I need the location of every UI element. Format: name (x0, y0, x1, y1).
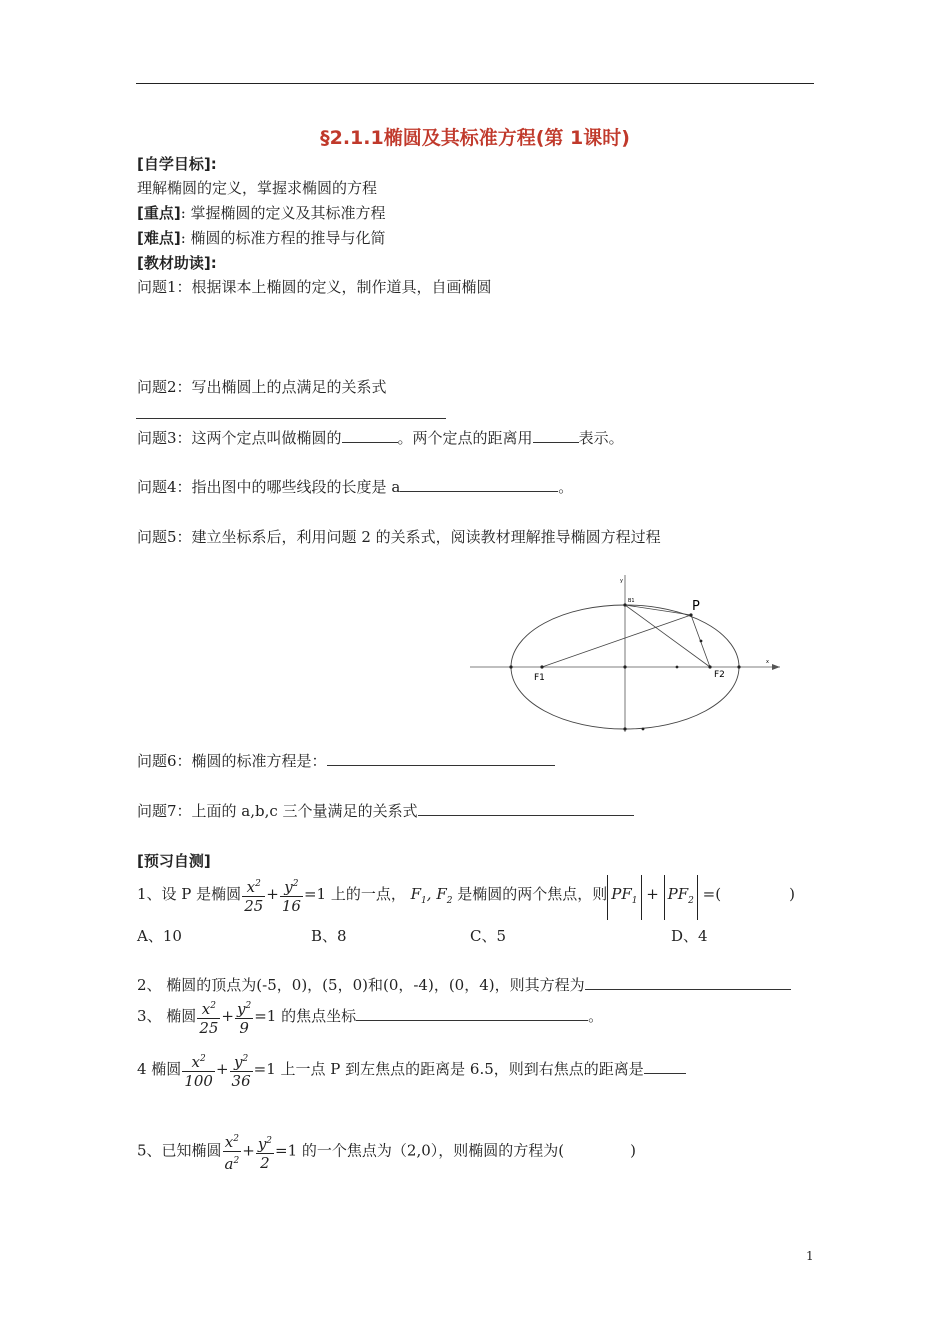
e5-fraction-y: $\frac{y^2}{2}$ (256, 1132, 274, 1172)
e3-text-b: =1 的焦点坐标 (254, 1007, 357, 1025)
question-5: 问题5：建立坐标系后，利用问题 2 的关系式，阅读教材理解推导椭圆方程过程 (137, 528, 661, 546)
question-1: 问题1：根据课本上椭圆的定义，制作道具，自画椭圆 (137, 278, 492, 296)
x-axis-arrow (772, 664, 780, 670)
point-b1 (623, 603, 626, 606)
reading-heading: [教材助读]: (137, 254, 217, 272)
q4-text-b: 。 (558, 478, 574, 496)
q7-text: 问题7：上面的 a,b,c 三个量满足的关系式 (137, 802, 418, 820)
point-b2 (623, 727, 626, 730)
e5-text-b: =1 的一个焦点为（2,0），则椭圆的方程为( (275, 1141, 565, 1160)
key-label: [重点] (137, 204, 181, 222)
exercise-4: 4 椭圆 $\frac{x^2}{100}$ + $\frac{y^2}{36}$ =1 上一点 P 到左焦点的距离是 6.5，则到右焦点的距离是 (137, 1050, 686, 1090)
e3-text-c: 。 (588, 1007, 604, 1025)
label-x: x (766, 659, 769, 665)
segment-bp (625, 605, 691, 615)
point-c (676, 666, 679, 669)
q3-text-b: 。两个定点的距离用 (397, 429, 533, 447)
goal-text: 理解椭圆的定义，掌握求椭圆的方程 (137, 179, 378, 197)
point-f1 (540, 665, 543, 668)
q7-blank[interactable] (418, 801, 634, 816)
label-p: P (692, 599, 700, 614)
e1-abs-1: $PF_1$ (607, 875, 641, 920)
e1-text-e: ) (789, 885, 795, 903)
e1-fraction-x: $\frac{x^2}{25}$ (242, 875, 265, 915)
e4-text-b: =1 上一点 P 到左焦点的距离是 6.5，则到右焦点的距离是 (253, 1060, 644, 1078)
question-3 (137, 428, 624, 448)
question-4 (137, 477, 573, 497)
difficulty (137, 228, 386, 248)
q3-text-c: 表示。 (578, 429, 624, 447)
e1-text-d: =( (702, 885, 722, 903)
exercise-5: 5、已知椭圆 $\frac{x^2}{a^2}$ + $\frac{y^2}{2}$ =1 的一个焦点为（2,0），则椭圆的方程为( ) (137, 1130, 636, 1173)
e1-text-a: 1、设 P 是椭圆 (137, 885, 242, 903)
segment-pf1 (542, 615, 691, 667)
e1-text-c: 是椭圆的两个焦点，则 (457, 885, 608, 903)
question-7 (137, 801, 634, 821)
ellipse-figure (470, 570, 790, 735)
e4-fraction-y: $\frac{y^2}{36}$ (230, 1050, 253, 1090)
choice-b[interactable]: B、8 (311, 927, 347, 945)
e4-blank[interactable] (644, 1059, 686, 1074)
exercise-1: 1、设 P 是椭圆 $\frac{x^2}{25}$ + $\frac{y^2}{16}$ =1 上的一点， $F_1$, $F_2$ 是椭圆的两个焦点，则 $PF_1 + PF_2$ =( ) (137, 875, 795, 920)
e2-blank[interactable] (585, 975, 791, 990)
label-b1: B1 (628, 598, 635, 604)
q2-answer-line[interactable] (136, 418, 446, 419)
label-f2: F2 (714, 670, 725, 680)
e3-fraction-x: $\frac{x^2}{25}$ (197, 997, 220, 1037)
exercise-2 (137, 975, 791, 995)
goal-heading: [自学目标]: (137, 155, 217, 173)
point-a2 (737, 665, 740, 668)
key-point (137, 203, 386, 223)
label-y: y (620, 578, 623, 584)
q3-text-a: 问题3：这两个定点叫做椭圆的 (137, 429, 342, 447)
e4-fraction-x: $\frac{x^2}{100}$ (182, 1050, 215, 1090)
pretest-heading: [预习自测] (137, 852, 211, 870)
e3-text-a: 3、 椭圆 (137, 1007, 197, 1025)
question-6 (137, 751, 555, 771)
e1-text-b: =1 上的一点， (303, 885, 406, 903)
e2-text: 2、 椭圆的顶点为(-5，0)，(5，0)和(0，-4)，(0，4)，则其方程为 (137, 976, 585, 994)
q6-text: 问题6：椭圆的标准方程是： (137, 752, 327, 770)
q4-text-a: 问题4：指出图中的哪些线段的长度是 a (137, 478, 401, 496)
e5-text-a: 5、已知椭圆 (137, 1141, 222, 1160)
e1-foci: $F_1$, $F_2$ (410, 885, 453, 906)
question-2: 问题2：写出椭圆上的点满足的关系式 (137, 378, 387, 396)
point-a1 (509, 665, 512, 668)
choice-a[interactable]: A、10 (137, 927, 182, 945)
q4-blank[interactable] (400, 477, 558, 492)
e5-fraction-x: $\frac{x^2}{a^2}$ (223, 1130, 242, 1173)
diff-text: : 椭圆的标准方程的推导与化简 (180, 229, 386, 247)
q6-blank[interactable] (327, 751, 555, 766)
point-f2 (708, 665, 711, 668)
e5-text-c: ) (630, 1141, 636, 1160)
exercise-3: 3、 椭圆 $\frac{x^2}{25}$ + $\frac{y^2}{9}$ =1 的焦点坐标 。 (137, 997, 603, 1037)
e1-fraction-y: $\frac{y^2}{16}$ (280, 875, 303, 915)
choice-c[interactable]: C、5 (470, 927, 507, 945)
page-title: §2.1.1椭圆及其标准方程(第 1课时) (320, 127, 630, 149)
e1-abs-2: $PF_2$ (664, 875, 698, 920)
q3-blank-1[interactable] (342, 428, 398, 443)
e3-fraction-y: $\frac{y^2}{9}$ (235, 997, 253, 1037)
q3-blank-2[interactable] (533, 428, 579, 443)
choice-d[interactable]: D、4 (671, 927, 708, 945)
label-f1: F1 (534, 673, 545, 683)
point-origin (623, 665, 626, 668)
top-rule (136, 83, 814, 84)
page-number: 1 (806, 1249, 814, 1263)
key-text: : 掌握椭圆的定义及其标准方程 (180, 204, 386, 222)
e3-blank[interactable] (356, 1006, 588, 1021)
diff-label: [难点] (137, 229, 181, 247)
e4-text-a: 4 椭圆 (137, 1060, 182, 1078)
segment-bf2 (625, 605, 710, 667)
point-mid (700, 640, 703, 643)
point-b2b (642, 728, 645, 731)
